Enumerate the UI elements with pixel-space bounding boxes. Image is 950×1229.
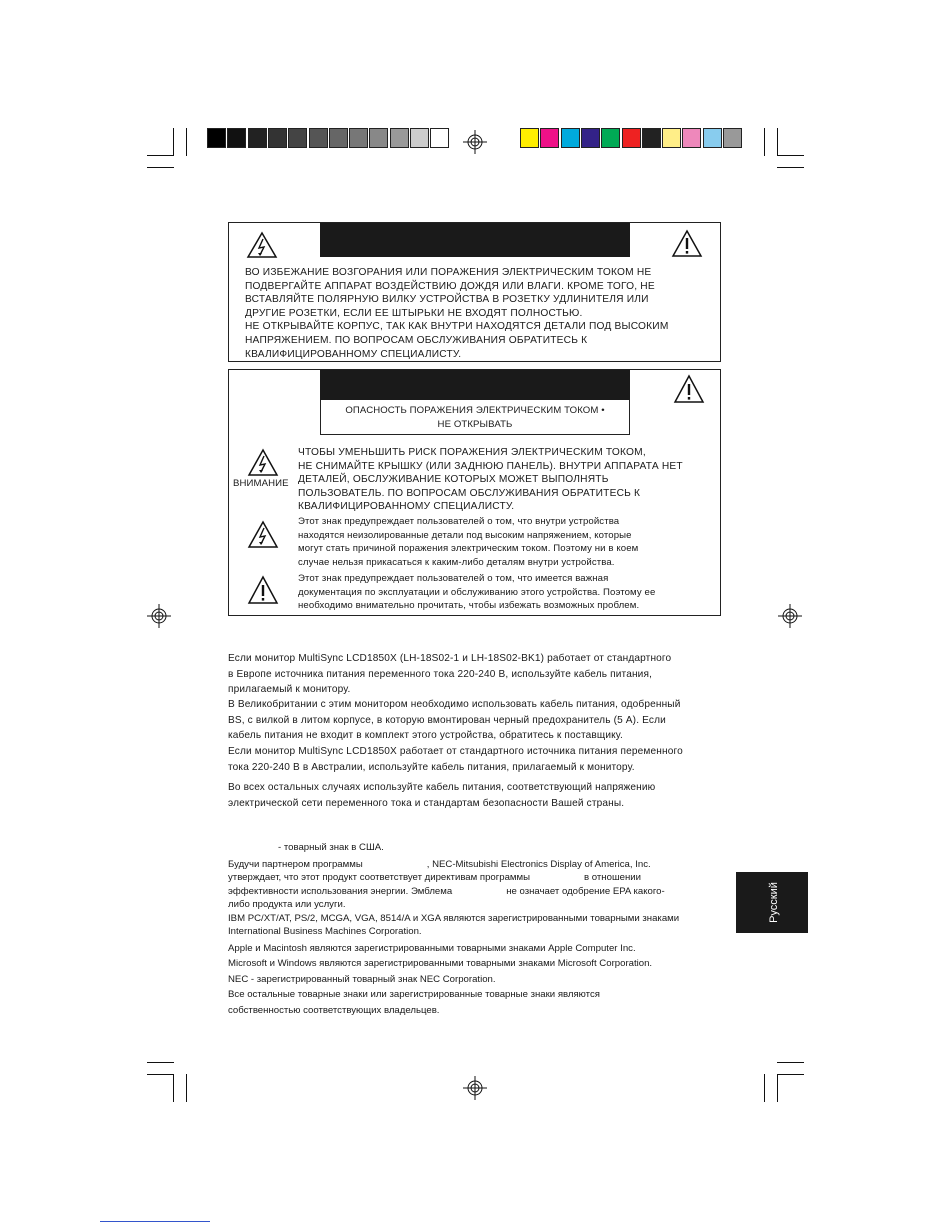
trademark-text: , NEC-Mitsubishi Electronics Display of America, Inc. <box>426 858 651 870</box>
warning-line: КВАЛИФИЦИРОВАННОМУ СПЕЦИАЛИСТУ. <box>245 348 462 360</box>
caution-line: ПОЛЬЗОВАТЕЛЬ. ПО ВОПРОСАМ ОБСЛУЖИВАНИЯ ОБРАТИТЕСЬ К <box>298 487 641 499</box>
exclamation-warning-icon <box>671 229 703 259</box>
australia-power-cord-paragraph <box>228 744 683 775</box>
color-swatch <box>662 128 681 148</box>
paragraph-line: в Европе источника питания переменного тока 220-240 В, используйте кабель питания, <box>228 668 653 680</box>
trademark-line: Apple и Macintosh являются зарегистрированными товарными знаками Apple Computer Inc. <box>228 942 636 954</box>
grayscale-swatch <box>248 128 267 148</box>
exclamation-warning-icon <box>673 374 705 406</box>
trademark-line: Все остальные товарные знаки или зарегистрированные товарные знаки являются <box>228 989 600 1000</box>
caution-word: ВНИМАНИЕ <box>233 478 289 489</box>
paragraph-line: кабель питания не входит в комплект этого устройства, обратитесь к поставщику. <box>228 730 623 742</box>
warning-line: ДРУГИЕ РОЗЕТКИ, ЕСЛИ ЕЕ ШТЫРЬКИ НЕ ВХОДЯТ ПОЛНОСТЬЮ. <box>245 307 583 319</box>
color-swatch <box>520 128 539 148</box>
exclamation-warning-icon <box>247 575 279 607</box>
lightning-line: Этот знак предупреждает пользователей о том, что внутри устройства <box>298 516 620 527</box>
caution-line: НЕ СНИМАЙТЕ КРЫШКУ (ИЛИ ЗАДНЮЮ ПАНЕЛЬ). ВНУТРИ АППАРАТА НЕТ <box>298 460 683 472</box>
trademark-text: в отношении <box>584 872 641 883</box>
warning-header-bar <box>320 223 630 257</box>
warning-line: НЕ ОТКРЫВАЙТЕ КОРПУС, ТАК КАК ВНУТРИ НАХОДЯТСЯ ДЕТАЛИ ПОД ВЫСОКИМ <box>245 321 669 333</box>
caution-label-frame <box>320 400 630 435</box>
grayscale-swatch <box>309 128 328 148</box>
lightning-warning-icon <box>246 231 278 259</box>
caution-line: КВАЛИФИЦИРОВАННОМУ СПЕЦИАЛИСТУ. <box>298 501 515 513</box>
paragraph-line: электрической сети переменного тока и стандартам безопасности Вашей страны. <box>228 797 625 809</box>
grayscale-swatch <box>329 128 348 148</box>
color-swatch <box>622 128 641 148</box>
trademark-text: эффективности использования энергии. Эмблема <box>228 885 453 897</box>
lightning-line: случае нельзя прикасаться к каким-либо деталям внутри устройства. <box>298 556 615 568</box>
trademarks-section <box>228 841 728 1017</box>
trademark-line: собственностью соответствующих владельцев. <box>228 1004 440 1016</box>
warning-box <box>228 222 721 362</box>
caution-text <box>298 446 683 514</box>
trademark-text: Будучи партнером программы <box>228 858 363 870</box>
color-swatch <box>561 128 580 148</box>
grayscale-swatch <box>268 128 287 148</box>
footer-rule <box>100 1221 210 1222</box>
trademark-line <box>228 858 728 872</box>
lightning-line: находятся неизолированные детали под высоким напряжением, которые <box>298 529 632 541</box>
trademark-line <box>228 871 728 885</box>
color-swatch <box>682 128 701 148</box>
exclamation-line: необходимо внимательно прочитать, чтобы избежать возможных проблем. <box>298 600 640 612</box>
lightning-warning-icon <box>247 448 279 478</box>
registration-mark-icon <box>778 604 802 628</box>
caution-line: ЧТОБЫ УМЕНЬШИТЬ РИСК ПОРАЖЕНИЯ ЭЛЕКТРИЧЕСКИМ ТОКОМ, <box>298 447 646 458</box>
color-swatch <box>703 128 722 148</box>
paragraph-line: Если монитор MultiSync LCD1850X (LH-18S02-1 и LH-18S02-BK1) работает от стандартного <box>228 653 672 664</box>
registration-mark-icon <box>463 1076 487 1100</box>
color-swatch <box>581 128 600 148</box>
paragraph-line: Во всех остальных случаях используйте кабель питания, соответствующий напряжению <box>228 782 656 793</box>
trademark-text: не означает одобрение EPA какого- <box>506 885 665 897</box>
caution-box <box>228 369 721 616</box>
lightning-line: могут стать причиной поражения электрическим током. Поэтому ни в коем <box>298 543 639 555</box>
paragraph-line: В Великобритании с этим монитором необходимо использовать кабель питания, одобренный <box>228 699 681 710</box>
registration-mark-icon <box>463 130 487 154</box>
paragraph-line: Если монитор MultiSync LCD1850X работает от стандартного источника питания переменного <box>228 746 683 757</box>
power-cord-paragraph <box>228 651 671 698</box>
paragraph-line: прилагаемый к монитору. <box>228 684 351 696</box>
trademark-line: NEC - зарегистрированный товарный знак NEC Corporation. <box>228 973 496 985</box>
registration-mark-icon <box>147 604 171 628</box>
color-swatch <box>601 128 620 148</box>
warning-line: ПОДВЕРГАЙТЕ АППАРАТ ВОЗДЕЙСТВИЮ ДОЖДЯ ИЛИ ВЛАГИ. КРОМЕ ТОГО, НЕ <box>245 280 655 292</box>
exclamation-explanation <box>298 572 655 613</box>
language-tab <box>736 872 808 933</box>
trademark-line: - товарный знак в США. <box>278 842 384 853</box>
grayscale-swatch <box>349 128 368 148</box>
lightning-explanation <box>298 515 638 569</box>
grayscale-swatch <box>288 128 307 148</box>
caution-line: ДЕТАЛЕЙ, ОБСЛУЖИВАНИЕ КОТОРЫХ МОЖЕТ ВЫПОЛНЯТЬ <box>298 474 609 486</box>
grayscale-swatch <box>227 128 246 148</box>
language-tab-label: Русский <box>768 882 780 923</box>
grayscale-swatch <box>410 128 429 148</box>
grayscale-swatch <box>430 128 449 148</box>
warning-text <box>245 266 669 361</box>
trademark-line <box>228 885 728 899</box>
warning-line: ВСТАВЛЯЙТЕ ПОЛЯРНУЮ ВИЛКУ УСТРОЙСТВА В РОЗЕТКУ УДЛИНИТЕЛЯ ИЛИ <box>245 294 649 306</box>
caution-label-line: ОПАСНОСТЬ ПОРАЖЕНИЯ ЭЛЕКТРИЧЕСКИМ ТОКОМ • <box>345 405 605 416</box>
caution-header-bar <box>320 370 630 400</box>
exclamation-line: документация по эксплуатации и обслуживанию этого устройства. Поэтому ее <box>298 586 656 598</box>
exclamation-line: Этот знак предупреждает пользователей о том, что имеется важная <box>298 573 609 584</box>
other-power-cord-paragraph <box>228 780 655 811</box>
grayscale-swatch <box>390 128 409 148</box>
trademark-text: утверждает, что этот продукт соответствует директивам программы <box>228 872 531 883</box>
color-swatch <box>723 128 742 148</box>
grayscale-swatch <box>207 128 226 148</box>
color-swatch <box>642 128 661 148</box>
trademark-line: IBM PC/XT/AT, PS/2, MCGA, VGA, 8514/A и XGA являются зарегистрированными товарными знаками <box>228 912 680 924</box>
warning-line: ВО ИЗБЕЖАНИЕ ВОЗГОРАНИЯ ИЛИ ПОРАЖЕНИЯ ЭЛЕКТРИЧЕСКИМ ТОКОМ НЕ <box>245 267 652 278</box>
warning-line: НАПРЯЖЕНИЕМ. ПО ВОПРОСАМ ОБСЛУЖИВАНИЯ ОБРАТИТЕСЬ К <box>245 334 588 346</box>
color-swatch <box>540 128 559 148</box>
caution-label-line: НЕ ОТКРЫВАТЬ <box>437 418 513 430</box>
lightning-warning-icon <box>247 520 279 550</box>
uk-power-cord-paragraph <box>228 697 681 744</box>
trademark-line: International Business Machines Corporation. <box>228 926 422 937</box>
paragraph-line: BS, с вилкой в литом корпусе, в которую вмонтирован черный предохранитель (5 А). Если <box>228 714 666 726</box>
grayscale-swatch <box>369 128 388 148</box>
trademark-line: Microsoft и Windows являются зарегистрированными товарными знаками Microsoft Corporation. <box>228 958 653 969</box>
paragraph-line: тока 220-240 В в Австралии, используйте кабель питания, прилагаемый к монитору. <box>228 761 635 773</box>
trademark-line: либо продукта или услуги. <box>228 899 346 910</box>
